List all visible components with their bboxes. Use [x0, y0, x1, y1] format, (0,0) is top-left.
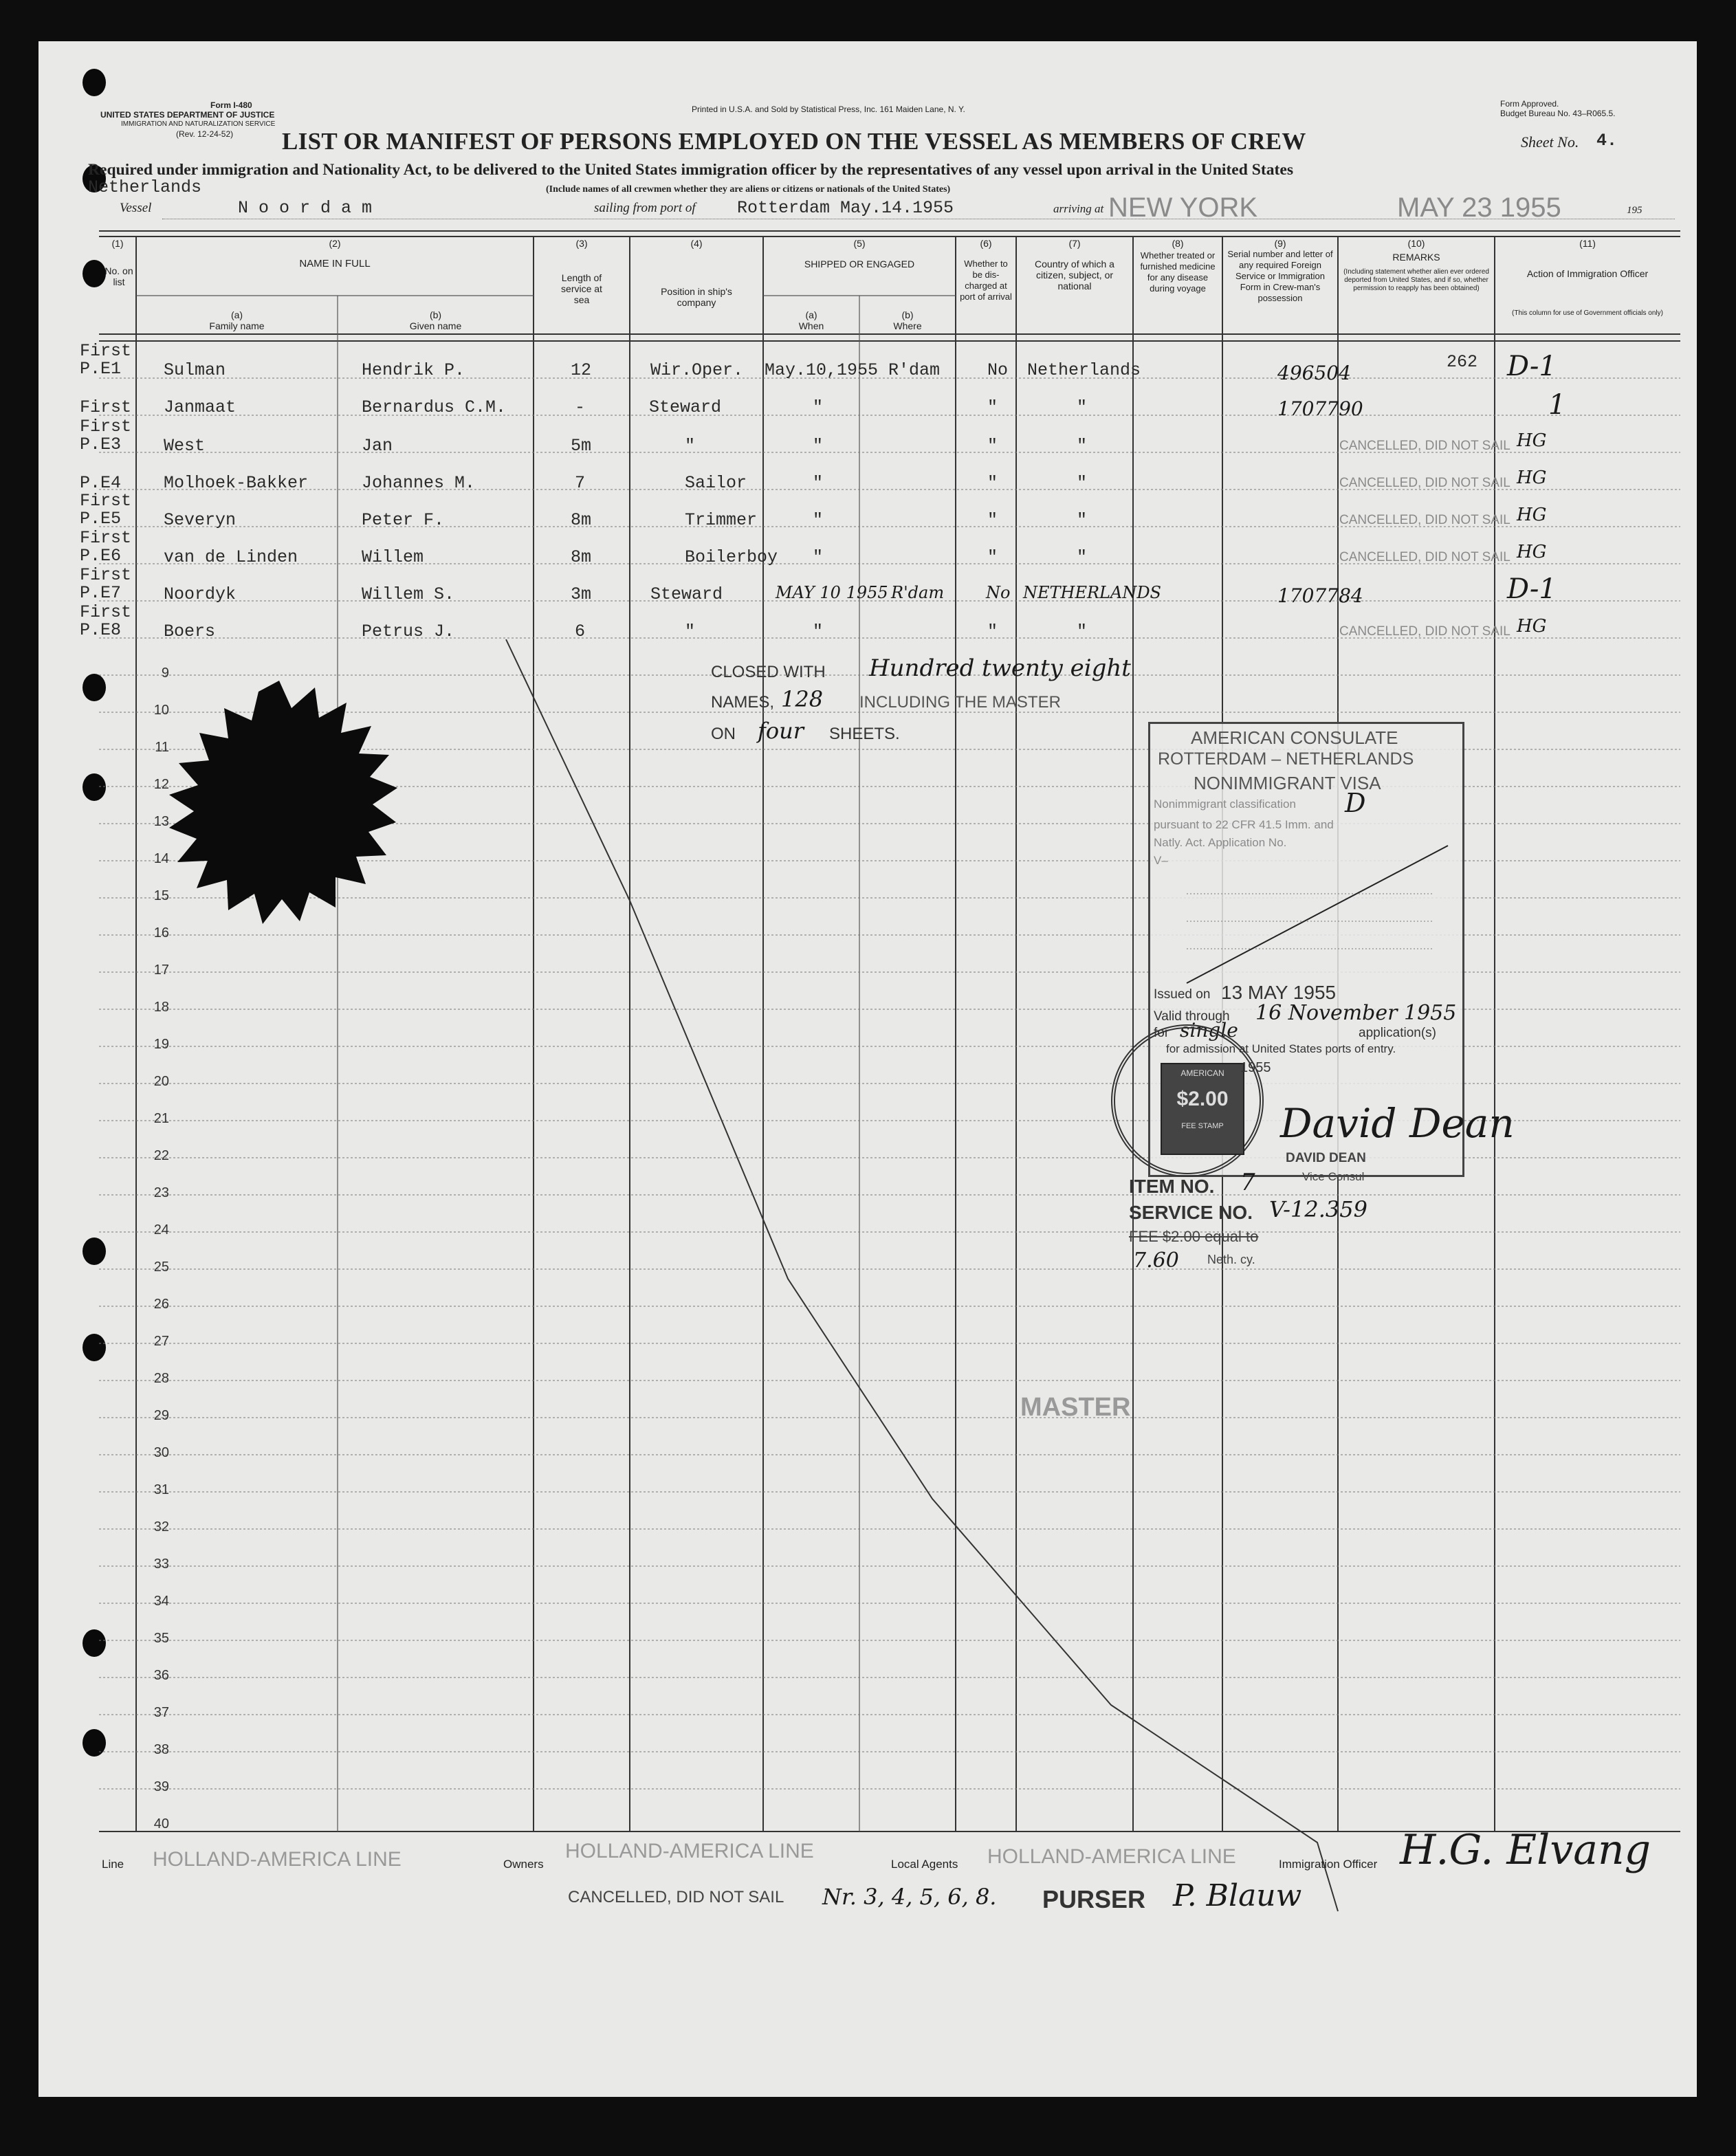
fee-label: FEE $2.00 equal to: [1129, 1228, 1259, 1245]
line-label: Line: [102, 1858, 124, 1871]
col-sub-2a: (a): [230, 309, 243, 320]
classification-value: D: [1345, 788, 1366, 818]
year-suffix: 195: [1627, 205, 1642, 216]
printer-note: Printed in U.S.A. and Sold by Statistical Press, Inc. 161 Maiden Lane, N. Y.: [692, 104, 965, 114]
crew-country: ": [1077, 473, 1088, 493]
crew-position: ": [685, 622, 696, 641]
crew-discharge: No: [987, 360, 1009, 380]
crew-when: ": [813, 397, 824, 417]
crew-position: ": [685, 436, 696, 456]
crew-given-name: Jan: [362, 436, 393, 456]
crew-remarks-stamp: CANCELLED, DID NOT SAIL: [1339, 476, 1510, 490]
col-length-service: Length of service at sea: [561, 272, 602, 305]
page-subtitle: Required under immigration and Nationality Act, to be delivered to the United States immigration officer by the representatives of any vessel upon arrival in the United States: [88, 161, 1294, 179]
page-title: LIST OR MANIFEST OF PERSONS EMPLOYED ON THE VESSEL AS MEMBERS OF CREW: [282, 128, 1306, 155]
col-shipped-engaged: SHIPPED OR ENGAGED: [804, 258, 915, 270]
names-label: NAMES,: [711, 693, 775, 712]
col-medicine: Whether treated or furnished medicine for any disease during voyage: [1140, 250, 1216, 294]
row-number: 9: [161, 666, 169, 681]
fee-amount: 7.60: [1133, 1248, 1179, 1273]
crew-country: ": [1077, 436, 1088, 456]
cancelled-footer: CANCELLED, DID NOT SAIL: [568, 1888, 784, 1906]
col-num-10: (10): [1407, 238, 1425, 249]
including-master-label: INCLUDING THE MASTER: [859, 693, 1061, 712]
col-given-name: Given name: [409, 320, 462, 331]
classification-label: Nonimmigrant classification: [1154, 798, 1296, 811]
crew-when: MAY 10 1955: [776, 583, 888, 602]
service-label: SERVICE NO.: [1129, 1202, 1253, 1223]
crew-when: ": [813, 547, 824, 567]
crew-discharge: No: [986, 583, 1011, 602]
crew-position: Steward: [650, 584, 723, 604]
crew-country: NETHERLANDS: [1023, 583, 1161, 602]
crew-given-name: Petrus J.: [362, 622, 455, 641]
names-count: 128: [781, 686, 824, 712]
crew-prefix: First: [80, 397, 132, 417]
row-number: 14: [153, 851, 169, 866]
row-number: 18: [153, 1000, 169, 1015]
col-num-4: (4): [690, 238, 703, 249]
row-number: 33: [153, 1556, 169, 1572]
arrival-date-stamp: MAY 23 1955: [1397, 192, 1561, 223]
crew-action: 1: [1548, 389, 1566, 421]
crew-discharge: ": [987, 510, 998, 530]
row-number: 22: [153, 1148, 169, 1163]
col-num-1: (1): [111, 238, 124, 249]
form-number: Form I-480: [210, 100, 252, 110]
purser-label: PURSER: [1042, 1885, 1146, 1913]
include-note: (Include names of all crewmen whether they are aliens or citizens or nationals of the United States): [546, 184, 951, 195]
owners-value: HOLLAND-AMERICA LINE: [565, 1840, 814, 1862]
arriving-label: arriving at: [1053, 202, 1104, 215]
line-value: HOLLAND-AMERICA LINE: [153, 1848, 402, 1871]
row-number: 21: [153, 1111, 169, 1126]
crew-when: ": [813, 622, 824, 641]
crew-when: ": [813, 436, 824, 456]
crew-service: 12: [571, 360, 592, 380]
crew-remarks-stamp: CANCELLED, DID NOT SAIL: [1339, 513, 1510, 527]
crew-where: R'dam: [891, 583, 945, 602]
sheet-number: 4.: [1596, 131, 1618, 151]
crew-service: 6: [575, 622, 586, 641]
crew-position: Steward: [649, 397, 722, 417]
visa-type: NONIMMIGRANT VISA: [1194, 773, 1381, 793]
row-number: 24: [153, 1222, 169, 1238]
crew-prefix: First P.E5: [80, 491, 132, 529]
row-number: 15: [153, 888, 169, 903]
crew-country: ": [1077, 622, 1088, 641]
issued-date: 13 MAY 1955: [1221, 982, 1337, 1003]
crew-prefix: First P.E3: [80, 417, 132, 454]
departure-port-date: Rotterdam May.14.1955: [737, 198, 954, 218]
row-number: 35: [153, 1631, 169, 1646]
valid-date: 16 November 1955: [1255, 1001, 1457, 1025]
visa-strike-line: [1166, 839, 1455, 997]
col-sub-5a: (a): [805, 309, 817, 320]
crew-given-name: Bernardus C.M.: [362, 397, 507, 417]
officer-label: Immigration Officer: [1279, 1858, 1378, 1871]
row-number: 37: [153, 1705, 169, 1720]
col-num-7: (7): [1068, 238, 1081, 249]
budget-bureau: Budget Bureau No. 43–R065.5.: [1500, 109, 1616, 118]
nat-act-text: Natly. Act. Application No.: [1154, 836, 1287, 849]
seal-year: 1955: [1240, 1060, 1271, 1075]
fee-stamp-footer: FEE STAMP: [1181, 1122, 1224, 1130]
fee-stamp: [1161, 1063, 1244, 1155]
agents-value: HOLLAND-AMERICA LINE: [987, 1845, 1236, 1868]
crew-country: ": [1077, 397, 1088, 417]
crew-serial: 1707784: [1277, 584, 1363, 607]
for-label: for: [1154, 1026, 1169, 1040]
sheet-label: Sheet No.: [1521, 133, 1579, 151]
crew-action-initials: HG: [1517, 505, 1547, 525]
crew-when: May.10,1955: [765, 360, 879, 380]
crew-service: 7: [575, 473, 586, 493]
arrival-port-stamp: NEW YORK: [1108, 192, 1258, 223]
row-number: 40: [153, 1816, 169, 1832]
issued-label: Issued on: [1154, 987, 1211, 1002]
form-approved: Form Approved.: [1500, 99, 1559, 109]
crew-family-name: Severyn: [164, 510, 237, 530]
vessel-label: Vessel: [120, 201, 152, 215]
crew-family-name: Janmaat: [164, 397, 237, 417]
col-num-11: (11): [1579, 238, 1596, 249]
crew-serial: 1707790: [1277, 397, 1363, 420]
crew-serial: 496504: [1277, 362, 1351, 384]
crew-position: Trimmer: [685, 510, 758, 530]
row-number: 10: [153, 703, 169, 718]
row-number: 19: [153, 1037, 169, 1052]
crew-position: Boilerboy: [685, 547, 778, 567]
crew-where: R'dam: [888, 360, 941, 380]
row-number: 28: [153, 1371, 169, 1386]
crew-prefix: First P.E1: [80, 341, 132, 379]
crew-prefix: First P.E8: [80, 602, 132, 640]
row-number: 29: [153, 1408, 169, 1423]
crew-prefix: P.E4: [80, 473, 122, 493]
crew-remarks-stamp: CANCELLED, DID NOT SAIL: [1339, 439, 1510, 453]
crew-prefix: First P.E6: [80, 528, 132, 566]
col-num-5: (5): [853, 238, 866, 249]
crew-service: 8m: [571, 510, 592, 530]
applications-label: application(s): [1359, 1026, 1436, 1040]
col-action: Action of Immigration Officer: [1526, 268, 1649, 279]
officer-signature: H.G. Elvang: [1400, 1826, 1651, 1874]
row-number: 20: [153, 1074, 169, 1089]
col-no-on-list: No. on list: [105, 265, 133, 287]
crew-given-name: Peter F.: [362, 510, 445, 530]
col-action-note: (This column for use of Government officials only): [1512, 309, 1663, 317]
crew-given-name: Willem: [362, 547, 424, 567]
col-where: Where: [893, 320, 922, 331]
department: UNITED STATES DEPARTMENT OF JUSTICE: [100, 110, 275, 120]
revision: (Rev. 12-24-52): [176, 129, 234, 139]
sailing-label: sailing from port of: [594, 201, 696, 215]
fee-currency: Neth. cy.: [1207, 1253, 1255, 1266]
col-name-in-full: NAME IN FULL: [299, 258, 371, 270]
crew-family-name: Molhoek-Bakker: [164, 473, 309, 493]
crew-country: ": [1077, 547, 1088, 567]
embossed-seal: [142, 681, 417, 942]
agents-label: Local Agents: [891, 1858, 958, 1871]
crew-given-name: Willem S.: [362, 584, 455, 604]
valid-label: Valid through: [1154, 1009, 1230, 1024]
col-num-9: (9): [1274, 238, 1286, 249]
sheets-count: four: [758, 718, 804, 744]
master-stamp: MASTER: [1020, 1393, 1131, 1422]
crew-action-initials: HG: [1517, 430, 1547, 451]
service-number: V-12.359: [1269, 1196, 1367, 1222]
crew-action-initials: HG: [1517, 468, 1547, 488]
row-number: 30: [153, 1445, 169, 1460]
col-remarks: REMARKS: [1392, 252, 1440, 263]
row-number: 38: [153, 1742, 169, 1757]
crew-service: 5m: [571, 436, 592, 456]
consulate-city: ROTTERDAM – NETHERLANDS: [1158, 749, 1414, 769]
row-number: 39: [153, 1779, 169, 1794]
col-discharged: Whether to be dis-charged at port of arrival: [960, 258, 1012, 302]
crew-remarks: 262: [1447, 352, 1478, 372]
row-number: 12: [153, 777, 169, 792]
col-serial: Serial number and letter of any required Foreign Service or Immigration Form in Crew-man's possession: [1227, 249, 1333, 303]
closed-count-words: Hundred twenty eight: [869, 654, 1131, 682]
manifest-page: [39, 41, 1697, 2097]
crew-when: ": [813, 510, 824, 530]
crew-family-name: Sulman: [164, 360, 226, 380]
crew-family-name: Noordyk: [164, 584, 237, 604]
visa-number-prefix: V–: [1154, 854, 1168, 867]
col-sub-5b: (b): [901, 309, 914, 320]
row-number: 11: [155, 740, 169, 755]
crew-discharge: ": [987, 622, 998, 641]
service-name: IMMIGRATION AND NATURALIZATION SERVICE: [121, 120, 276, 128]
pursuant-text: pursuant to 22 CFR 41.5 Imm. and: [1154, 818, 1334, 831]
row-number: 23: [153, 1185, 169, 1200]
crew-discharge: ": [987, 436, 998, 456]
col-remarks-note: (Including statement whether alien ever ordered deported from United States, and if so, whether permission to reapply has been obtained): [1343, 268, 1489, 292]
col-num-3: (3): [575, 238, 588, 249]
on-label: ON: [711, 725, 736, 743]
crew-action: D-1: [1507, 351, 1557, 382]
owners-label: Owners: [503, 1858, 544, 1871]
crew-country: ": [1077, 510, 1088, 530]
closed-with-label: CLOSED WITH: [711, 663, 826, 681]
col-when: When: [798, 320, 824, 331]
col-num-8: (8): [1172, 238, 1184, 249]
admission-text: for admission at United States ports of entry.: [1166, 1042, 1396, 1055]
crew-remarks-stamp: CANCELLED, DID NOT SAIL: [1339, 624, 1510, 639]
crew-country: Netherlands: [1027, 360, 1141, 380]
crew-given-name: Johannes M.: [362, 473, 476, 493]
row-number: 36: [153, 1668, 169, 1683]
for-value: single: [1180, 1019, 1238, 1042]
crew-service: 8m: [571, 547, 592, 567]
crew-position: Sailor: [685, 473, 747, 493]
crew-given-name: Hendrik P.: [362, 360, 465, 380]
flag-country: Netherlands: [88, 177, 202, 197]
col-position: Position in ship's company: [661, 286, 732, 308]
fee-stamp-header: AMERICAN: [1180, 1068, 1224, 1078]
row-number: 16: [153, 925, 169, 940]
cancelled-numbers: Nr. 3, 4, 5, 6, 8.: [822, 1884, 997, 1910]
row-number: 34: [153, 1594, 169, 1609]
crew-action-initials: HG: [1517, 542, 1547, 562]
purser-signature: P. Blauw: [1173, 1878, 1302, 1913]
row-number: 13: [153, 814, 169, 829]
crew-discharge: ": [987, 397, 998, 417]
crew-service: 3m: [571, 584, 592, 604]
consul-title: Vice Consul: [1302, 1170, 1365, 1183]
crew-remarks-stamp: CANCELLED, DID NOT SAIL: [1339, 550, 1510, 564]
item-number: 7: [1240, 1169, 1255, 1196]
crew-action: D-1: [1507, 573, 1557, 605]
row-number: 25: [153, 1260, 169, 1275]
crew-prefix: First P.E7: [80, 565, 132, 603]
sheets-label: SHEETS.: [829, 725, 900, 743]
row-number: 26: [153, 1297, 169, 1312]
crew-family-name: Boers: [164, 622, 216, 641]
crew-service: -: [575, 397, 586, 417]
vessel-name: N o o r d a m: [238, 198, 373, 218]
crew-family-name: van de Linden: [164, 547, 298, 567]
consul-name: DAVID DEAN: [1286, 1151, 1366, 1165]
crew-discharge: ": [987, 547, 998, 567]
consul-signature: David Dean: [1280, 1100, 1515, 1147]
col-country: Country of which a citizen, subject, or national: [1035, 258, 1114, 292]
col-num-2: (2): [329, 238, 341, 249]
item-label: ITEM NO.: [1129, 1176, 1215, 1197]
col-num-6: (6): [980, 238, 992, 249]
crew-when: ": [813, 473, 824, 493]
row-number: 17: [153, 962, 169, 978]
row-number: 27: [153, 1334, 169, 1349]
consulate-title: AMERICAN CONSULATE: [1191, 727, 1398, 748]
col-family-name: Family name: [209, 320, 265, 331]
crew-action-initials: HG: [1517, 616, 1547, 637]
row-number: 32: [153, 1519, 169, 1534]
crew-family-name: West: [164, 436, 206, 456]
fee-stamp-value: $2.00: [1176, 1088, 1229, 1110]
row-number: 31: [153, 1482, 169, 1497]
crew-discharge: ": [987, 473, 998, 493]
col-sub-2b: (b): [429, 309, 442, 320]
crew-position: Wir.Oper.: [650, 360, 744, 380]
